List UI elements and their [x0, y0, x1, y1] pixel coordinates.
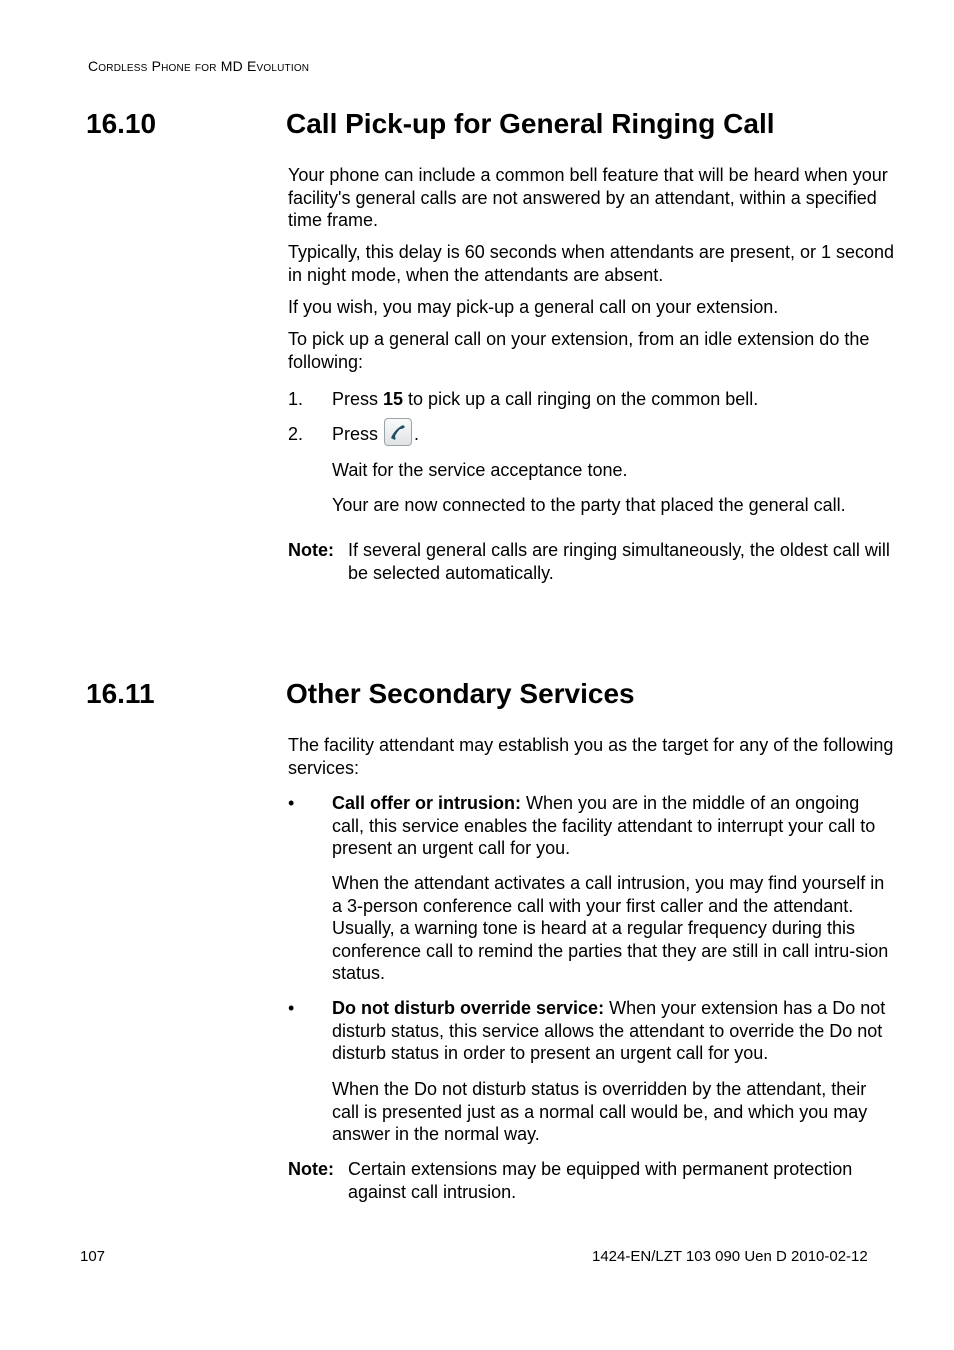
step-text	[332, 423, 894, 446]
running-header: Cordless Phone for MD Evolution	[88, 58, 310, 74]
paragraph: The facility attendant may establish you as the target for any of the following services:	[288, 735, 894, 778]
note-label: Note:	[288, 540, 334, 560]
bullet: •	[288, 998, 295, 1018]
off-hook-phone-icon	[384, 418, 412, 446]
note-label: Note:	[288, 1159, 334, 1179]
bullet-description: When your extension has a Do not disturb status, this service allows the attendant to override the Do not disturb status in order to present an urgent call for you.	[332, 998, 886, 1063]
step-number: 1.	[288, 389, 304, 409]
step-detail: Your are now connected to the party that placed the general call.	[332, 495, 846, 515]
bullet-description: When you are in the middle of an ongoing call, this service enables the facility attendant to interrupt your call to present an urgent call for you.	[332, 793, 876, 858]
step-text-after: .	[414, 424, 420, 444]
step-detail: Wait for the service acceptance tone.	[332, 460, 628, 480]
step-number: 2.	[288, 424, 304, 444]
page-number: 107	[80, 1248, 106, 1265]
step-text	[332, 388, 894, 411]
section-title: Other Secondary Services	[286, 678, 635, 709]
bullet-followup: When the Do not disturb status is overridden by the attendant, their call is presented just as a normal call would be, and which you may answer in the normal way.	[332, 1079, 868, 1144]
document-id: 1424-EN/LZT 103 090 Uen D 2010-02-12	[592, 1248, 868, 1265]
bullet-followup: When the attendant activates a call intrusion, you may find yourself in a 3-person conference call with your first caller and the attendant. Usually, a warning tone is heard at a regular frequency during this conference call to remind the parties that they are still in call intru-sion status.	[332, 873, 889, 983]
paragraph: To pick up a general call on your extension, from an idle extension do the following:	[288, 329, 870, 372]
paragraph: If you wish, you may pick-up a general call on your extension.	[288, 297, 779, 317]
step-text-before: Press	[332, 424, 379, 444]
step-text-before: Press	[332, 389, 384, 409]
bullet-term: Call offer or intrusion:	[332, 793, 521, 813]
bullet-text	[332, 997, 894, 1065]
bullet-term: Do not disturb override service:	[332, 998, 605, 1018]
paragraph: Your phone can include a common bell feature that will be heard when your facility's general calls are not answered by an attendant, within a specified time frame.	[288, 165, 888, 230]
paragraph: Typically, this delay is 60 seconds when attendants are present, or 1 second in night mode, when the attendants are absent.	[288, 242, 895, 285]
section-title: Call Pick-up for General Ringing Call	[286, 108, 775, 139]
section-number: 16.10	[86, 108, 157, 139]
bullet-text	[332, 792, 894, 860]
bullet: •	[288, 793, 295, 813]
note-text: Certain extensions may be equipped with permanent protection against call intrusion.	[348, 1159, 853, 1202]
note-text: If several general calls are ringing simultaneously, the oldest call will be selected automatically.	[348, 540, 890, 583]
step-text-after: to pick up a call ringing on the common bell.	[403, 389, 759, 409]
key-code: 15	[383, 389, 404, 409]
section-number: 16.11	[86, 678, 155, 709]
